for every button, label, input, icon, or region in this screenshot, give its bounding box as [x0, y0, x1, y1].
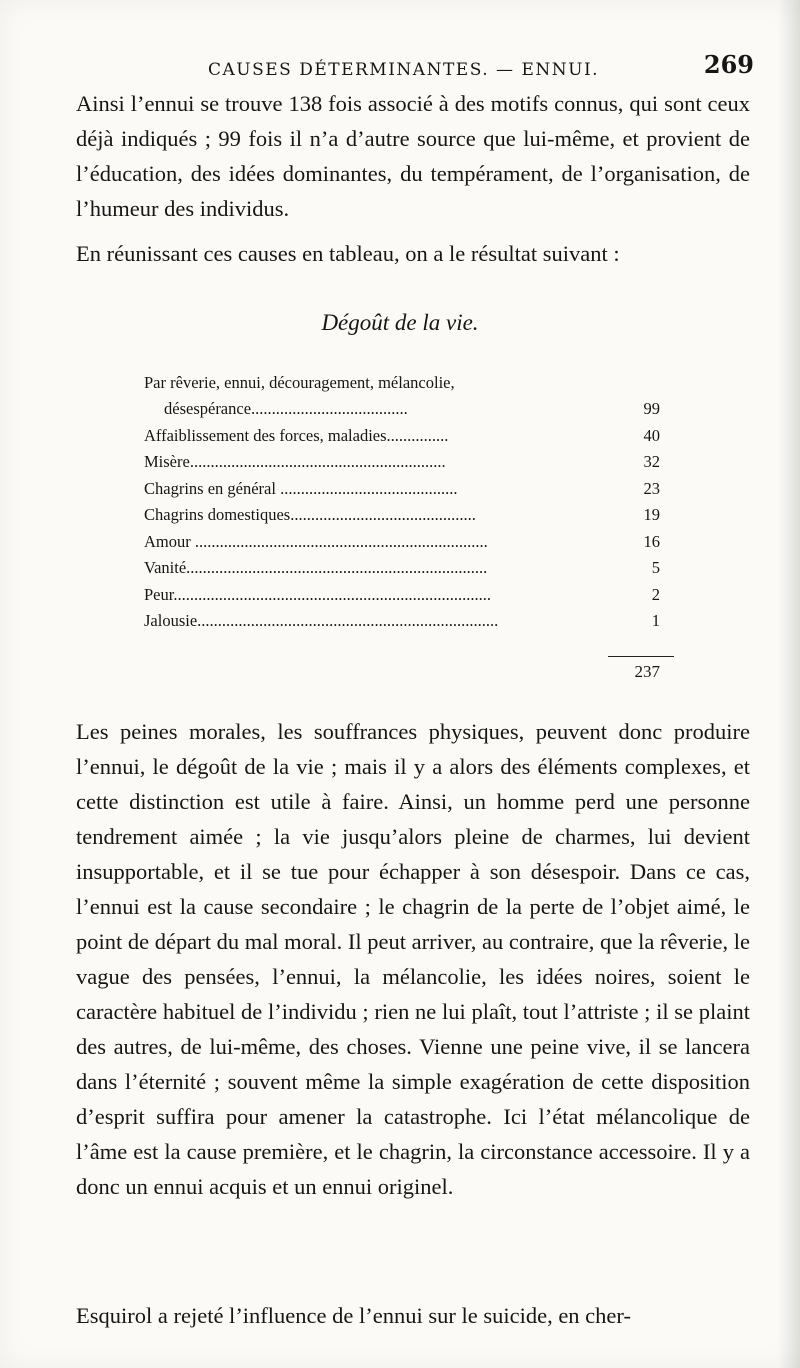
paragraph-4: Esquirol a rejeté l’influence de l’ennui sur le suicide, en cher- — [76, 1303, 631, 1328]
table-row-label: Vanité......................................................................... — [144, 558, 488, 577]
table-row-label: Chagrins domestiques............................................. — [144, 505, 476, 524]
paragraph-3: Les peines morales, les souffrances physiques, peuvent donc produire l’ennui, le dégoût de la vie ; mais il y a alors des éléments complexes, et cette distinction est utile à faire. Ainsi, un homme perd une personne tendrement aimée ; la vie jusqu’alors pleine de charmes, lui devient insupportable, et il se tue pour échapper à son désespoir. Dans ce cas, l’ennui est la cause secondaire ; le chagrin de la perte de l’objet aimé, le point de départ du mal moral. Il peut arriver, au contraire, que la rêverie, le vague des pensées, l’ennui, la mélancolie, les idées noires, soient le caractère habituel de l’individu ; rien ne lui plaît, tout l’attriste ; il se plaint des autres, de lui-même, des choses. Vienne une peine vive, il se lancera dans l’éternité ; souvent même la simple exagération de cette disposition d’esprit suffira pour amener la catastrophe. Ici l’état mélancolique de l’âme est la cause première, et le chagrin, la circonstance accessoire. Il y a donc un ennui acquis et un ennui originel. — [76, 719, 750, 1199]
table-row — [144, 423, 660, 450]
table-row — [144, 555, 660, 582]
table-row-label: Jalousie......................................................................... — [144, 611, 499, 630]
causes-table — [144, 370, 660, 635]
table-row-label: Amour ....................................................................... — [144, 531, 488, 551]
table-row-value: 16 — [643, 531, 660, 551]
table-row — [144, 449, 660, 476]
table-row-value: 19 — [643, 505, 660, 524]
table-row-value: 23 — [643, 478, 660, 498]
page-header — [50, 50, 770, 90]
total-rule — [608, 656, 674, 657]
paragraph-2: En réunissant ces causes en tableau, on a le résultat suivant : — [76, 241, 620, 266]
table-row-value: 32 — [643, 452, 660, 471]
table-row-value: 2 — [651, 584, 660, 604]
table-row-value: 40 — [643, 425, 660, 445]
table-row-label: Chagrins en général ........................................... — [144, 478, 458, 498]
table-row-value: 5 — [651, 558, 660, 577]
table-row-label: Par rêverie, ennui, découragement, mélancolie, — [144, 373, 455, 392]
table-row — [144, 608, 660, 635]
running-head: CAUSES DÉTERMINANTES. — ENNUI. — [208, 60, 600, 80]
table-row — [144, 476, 660, 503]
paragraph-1: Ainsi l’ennui se trouve 138 fois associé à des motifs connus, qui sont ceux déjà indiqués ; 99 fois il n’a d’autre source que lui-même, et provient de l’éducation, des idées dominantes, du tempérament, de l’organisation, de l’humeur des individus. — [76, 91, 750, 221]
table-row — [144, 502, 660, 529]
table-row-value: 1 — [651, 611, 660, 630]
table-row — [144, 582, 660, 609]
page-number: 269 — [703, 50, 754, 79]
table-row-label: Peur............................................................................. — [144, 584, 491, 604]
table-row — [144, 370, 660, 396]
table-row — [144, 396, 660, 423]
table-row-label: Affaiblissement des forces, maladies............... — [144, 425, 449, 445]
table-row-label: désespérance...................................... — [164, 399, 408, 418]
table-title: Dégoût de la vie. — [321, 310, 479, 335]
page-spine-shadow — [778, 0, 800, 1368]
table-row-value: 99 — [643, 399, 660, 418]
table-row-label: Misère.............................................................. — [144, 452, 446, 471]
table-row — [144, 529, 660, 556]
table-total: 237 — [634, 662, 660, 681]
